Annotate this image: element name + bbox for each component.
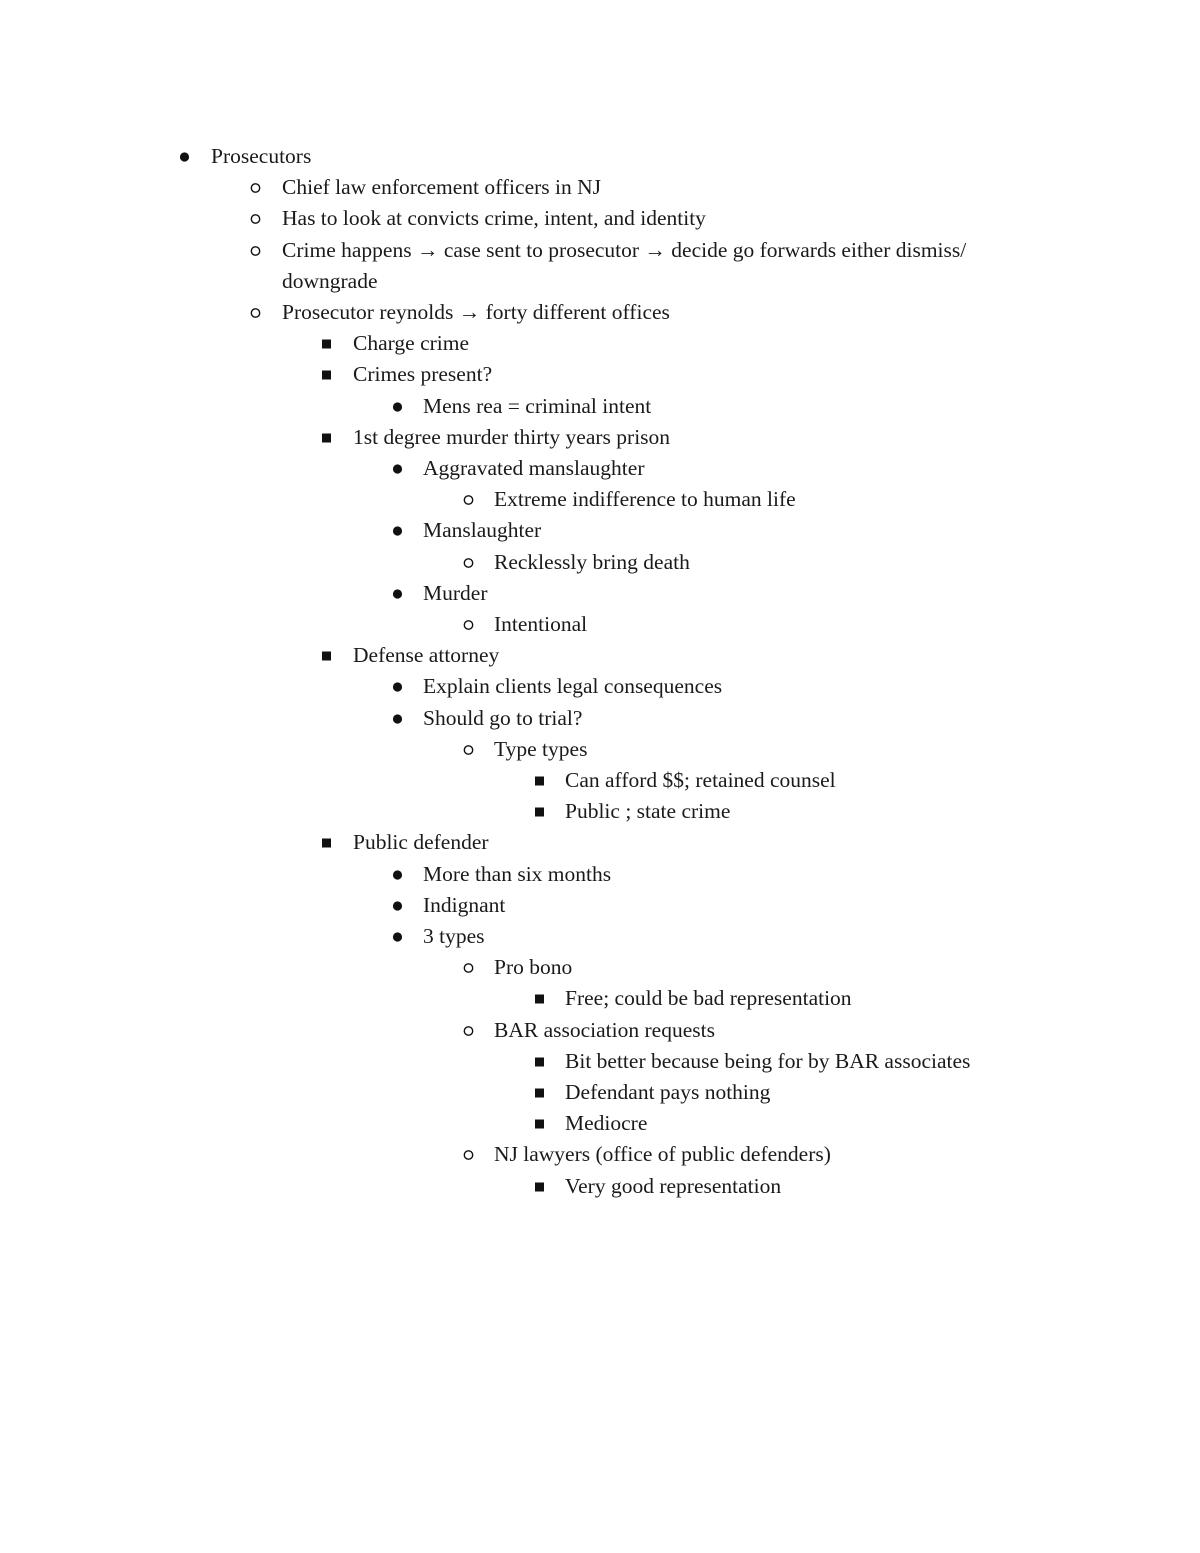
outline-item-text: Charge crime (353, 331, 470, 356)
outline-item-text: Mediocre (565, 1111, 648, 1136)
outline-item-text: Extreme indifference to human life (494, 487, 796, 512)
hollow-bullet-icon (459, 547, 479, 578)
hollow-bullet-icon (459, 734, 479, 765)
outline-item-text: More than six months (423, 861, 612, 886)
outline-item-text: Explain clients legal consequences (423, 674, 723, 699)
hollow-bullet-icon (246, 235, 266, 266)
outline-item (0, 141, 1200, 172)
outline-item (0, 640, 1200, 671)
outline-item-text: 3 types (423, 924, 485, 948)
outline-item-text: NJ lawyers (office of public defenders) (494, 1142, 831, 1167)
outline-item (0, 703, 1200, 734)
outline-item-text: BAR association requests (494, 1017, 715, 1042)
outline-item (0, 172, 1200, 203)
outline-item (0, 1171, 1200, 1202)
outline-item-text: Should go to trial? (423, 705, 583, 730)
filled-bullet-icon (388, 890, 408, 921)
outline-item-text: Prosecutors (211, 144, 312, 168)
outline-item-text: Aggravated manslaughter (423, 456, 645, 480)
square-bullet-icon (530, 1171, 550, 1202)
square-bullet-icon (317, 422, 337, 453)
square-bullet-icon (530, 1108, 550, 1139)
outline-item (0, 859, 1200, 890)
hollow-bullet-icon (459, 1015, 479, 1046)
hollow-bullet-icon (459, 1139, 479, 1170)
outline-item-text: Pro bono (494, 955, 573, 980)
outline-item (0, 328, 1200, 359)
square-bullet-icon (530, 1077, 550, 1108)
outline-item-text: Public defender (353, 830, 489, 855)
square-bullet-icon (530, 796, 550, 827)
outline-item (0, 359, 1200, 390)
outline-item-text: Chief law enforcement officers in NJ (282, 175, 602, 200)
outline-item (0, 297, 1200, 328)
outline-item-text: Bit better because being for by BAR associates (565, 1048, 971, 1073)
hollow-bullet-icon (459, 609, 479, 640)
square-bullet-icon (317, 359, 337, 390)
filled-bullet-icon (388, 921, 408, 952)
outline-item-text: Free; could be bad representation (565, 986, 852, 1011)
outline-item (0, 578, 1200, 609)
outline-item-text: Crime happens → case sent to prosecutor → decide go forwards either dismiss/ downgrade (282, 237, 967, 293)
filled-bullet-icon (388, 578, 408, 609)
filled-bullet-icon (388, 391, 408, 422)
square-bullet-icon (530, 765, 550, 796)
outline-item (0, 547, 1200, 578)
outline-item (0, 203, 1200, 234)
filled-bullet-icon (175, 141, 195, 172)
hollow-bullet-icon (246, 172, 266, 203)
outline-item (0, 827, 1200, 858)
outline-item (0, 1077, 1200, 1108)
outline-item (0, 484, 1200, 515)
outline-item-text: Very good representation (565, 1173, 782, 1198)
square-bullet-icon (317, 827, 337, 858)
outline-item (0, 952, 1200, 983)
square-bullet-icon (530, 1046, 550, 1077)
outline-item-text: Public ; state crime (565, 799, 731, 824)
outline-item-text: Manslaughter (423, 518, 542, 543)
outline-item (0, 890, 1200, 921)
outline-item (0, 765, 1200, 796)
outline-item-text: Indignant (423, 892, 506, 917)
outline-item (0, 453, 1200, 484)
outline-item (0, 734, 1200, 765)
filled-bullet-icon (388, 703, 408, 734)
outline-item-text: Mens rea = criminal intent (423, 393, 652, 418)
outline-item (0, 609, 1200, 640)
outline-item (0, 983, 1200, 1014)
filled-bullet-icon (388, 859, 408, 890)
outline-item-text: Prosecutor reynolds → forty different offices (282, 300, 670, 324)
outline-item-text: Has to look at convicts crime, intent, and identity (282, 206, 706, 231)
outline-item (0, 921, 1200, 952)
outline-item-text: Crimes present? (353, 362, 493, 387)
outline-item (0, 391, 1200, 422)
outline-item (0, 1015, 1200, 1046)
outline-item (0, 422, 1200, 453)
outline-item (0, 515, 1200, 546)
outline-item-text: Can afford $$; retained counsel (565, 768, 836, 792)
filled-bullet-icon (388, 453, 408, 484)
outline-item (0, 796, 1200, 827)
outline-item-text: Type types (494, 736, 588, 761)
outline-item-text: Defense attorney (353, 643, 500, 668)
outline-item-text: Murder (423, 580, 488, 605)
hollow-bullet-icon (246, 203, 266, 234)
square-bullet-icon (317, 328, 337, 359)
outline-item-text: 1st degree murder thirty years prison (353, 424, 671, 449)
outline-item-text: Defendant pays nothing (565, 1080, 771, 1104)
outline-item (0, 671, 1200, 702)
outline-item (0, 1046, 1200, 1077)
filled-bullet-icon (388, 671, 408, 702)
filled-bullet-icon (388, 515, 408, 546)
hollow-bullet-icon (459, 952, 479, 983)
hollow-bullet-icon (246, 297, 266, 328)
outline-item (0, 1139, 1200, 1170)
outline-item (0, 1108, 1200, 1139)
square-bullet-icon (530, 983, 550, 1014)
outline-item (0, 235, 1200, 297)
square-bullet-icon (317, 640, 337, 671)
hollow-bullet-icon (459, 484, 479, 515)
outline-item-text: Intentional (494, 612, 588, 636)
outline-item-text: Recklessly bring death (494, 549, 690, 574)
